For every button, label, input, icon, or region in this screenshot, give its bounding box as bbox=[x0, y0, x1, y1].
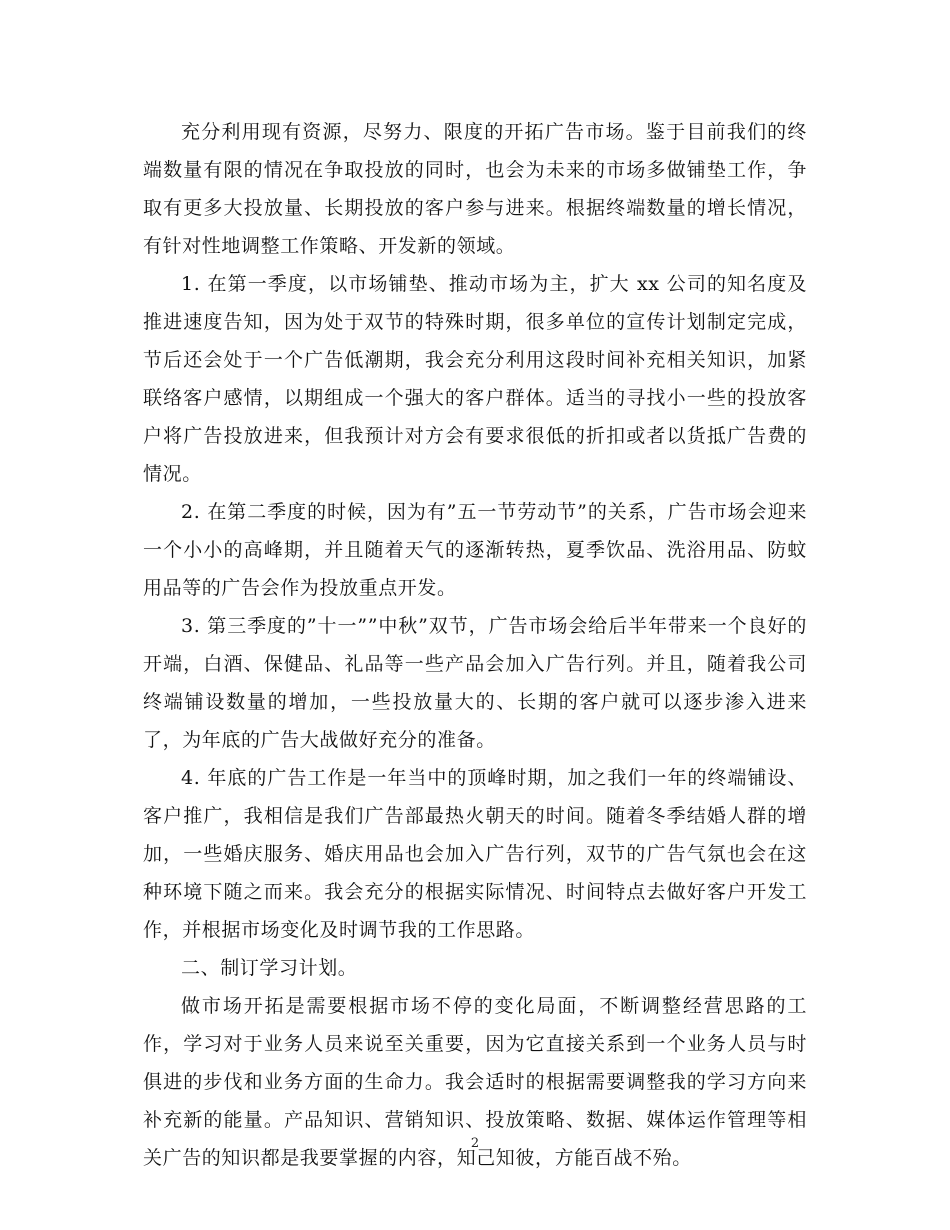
page-number: 2 bbox=[470, 1136, 480, 1151]
paragraph-q3: 3. 第三季度的”十一””中秋”双节，广告市场会给后半年带来一个良好的开端，白酒、保健品、礼品等一些产品会加入广告行列。并且，随着我公司终端铺设数量的增加，一些投放量大的、长期的客户就可以逐步渗入进来了，为年底的广告大战做好充分的准备。 bbox=[143, 615, 807, 751]
paragraph-study-plan: 做市场开拓是需要根据市场不停的变化局面，不断调整经营思路的工作，学习对于业务人员来说至关重要，因为它直接关系到一个业务人员与时俱进的步伐和业务方面的生命力。我会适时的根据需要调整我的学习方向来补充新的能量。产品知识、营销知识、投放策略、数据、媒体运作管理等相关广告的知识都是我要掌握的内容，知己知彼，方能百战不殆。 bbox=[143, 995, 807, 1169]
paragraph-intro: 充分利用现有资源，尽努力、限度的开拓广告市场。鉴于目前我们的终端数量有限的情况在争取投放的同时，也会为未来的市场多做铺垫工作，争取有更多大投放量、长期投放的客户参与进来。根据终端数量的增长情况，有针对性地调整工作策略、开发新的领域。 bbox=[143, 121, 807, 257]
paragraph-q4: 4. 年底的广告工作是一年当中的顶峰时期，加之我们一年的终端铺设、客户推广，我相信是我们广告部最热火朝天的时间。随着冬季结婚人群的增加，一些婚庆服务、婚庆用品也会加入广告行列，双节的广告气氛也会在这种环境下随之而来。我会充分的根据实际情况、时间特点去做好客户开发工作，并根据市场变化及时调节我的工作思路。 bbox=[143, 767, 807, 941]
paragraph-q1: 1. 在第一季度，以市场铺垫、推动市场为主，扩大 xx 公司的知名度及推进速度告知，因为处于双节的特殊时期，很多单位的宣传计划制定完成，节后还会处于一个广告低潮期，我会充分利用这段时间补充相关知识，加紧联络客户感情，以期组成一个强大的客户群体。适当的寻找小一些的投放客户将广告投放进来，但我预计对方会有要求很低的折扣或者以货抵广告费的情况。 bbox=[143, 273, 807, 485]
document-body bbox=[143, 113, 807, 1177]
section-heading-study-plan: 二、制订学习计划。 bbox=[181, 957, 358, 979]
paragraph-q2: 2. 在第二季度的时候，因为有”五一节劳动节”的关系，广告市场会迎来一个小小的高峰期，并且随着天气的逐渐转热，夏季饮品、洗浴用品、防蚊用品等的广告会作为投放重点开发。 bbox=[143, 501, 807, 599]
